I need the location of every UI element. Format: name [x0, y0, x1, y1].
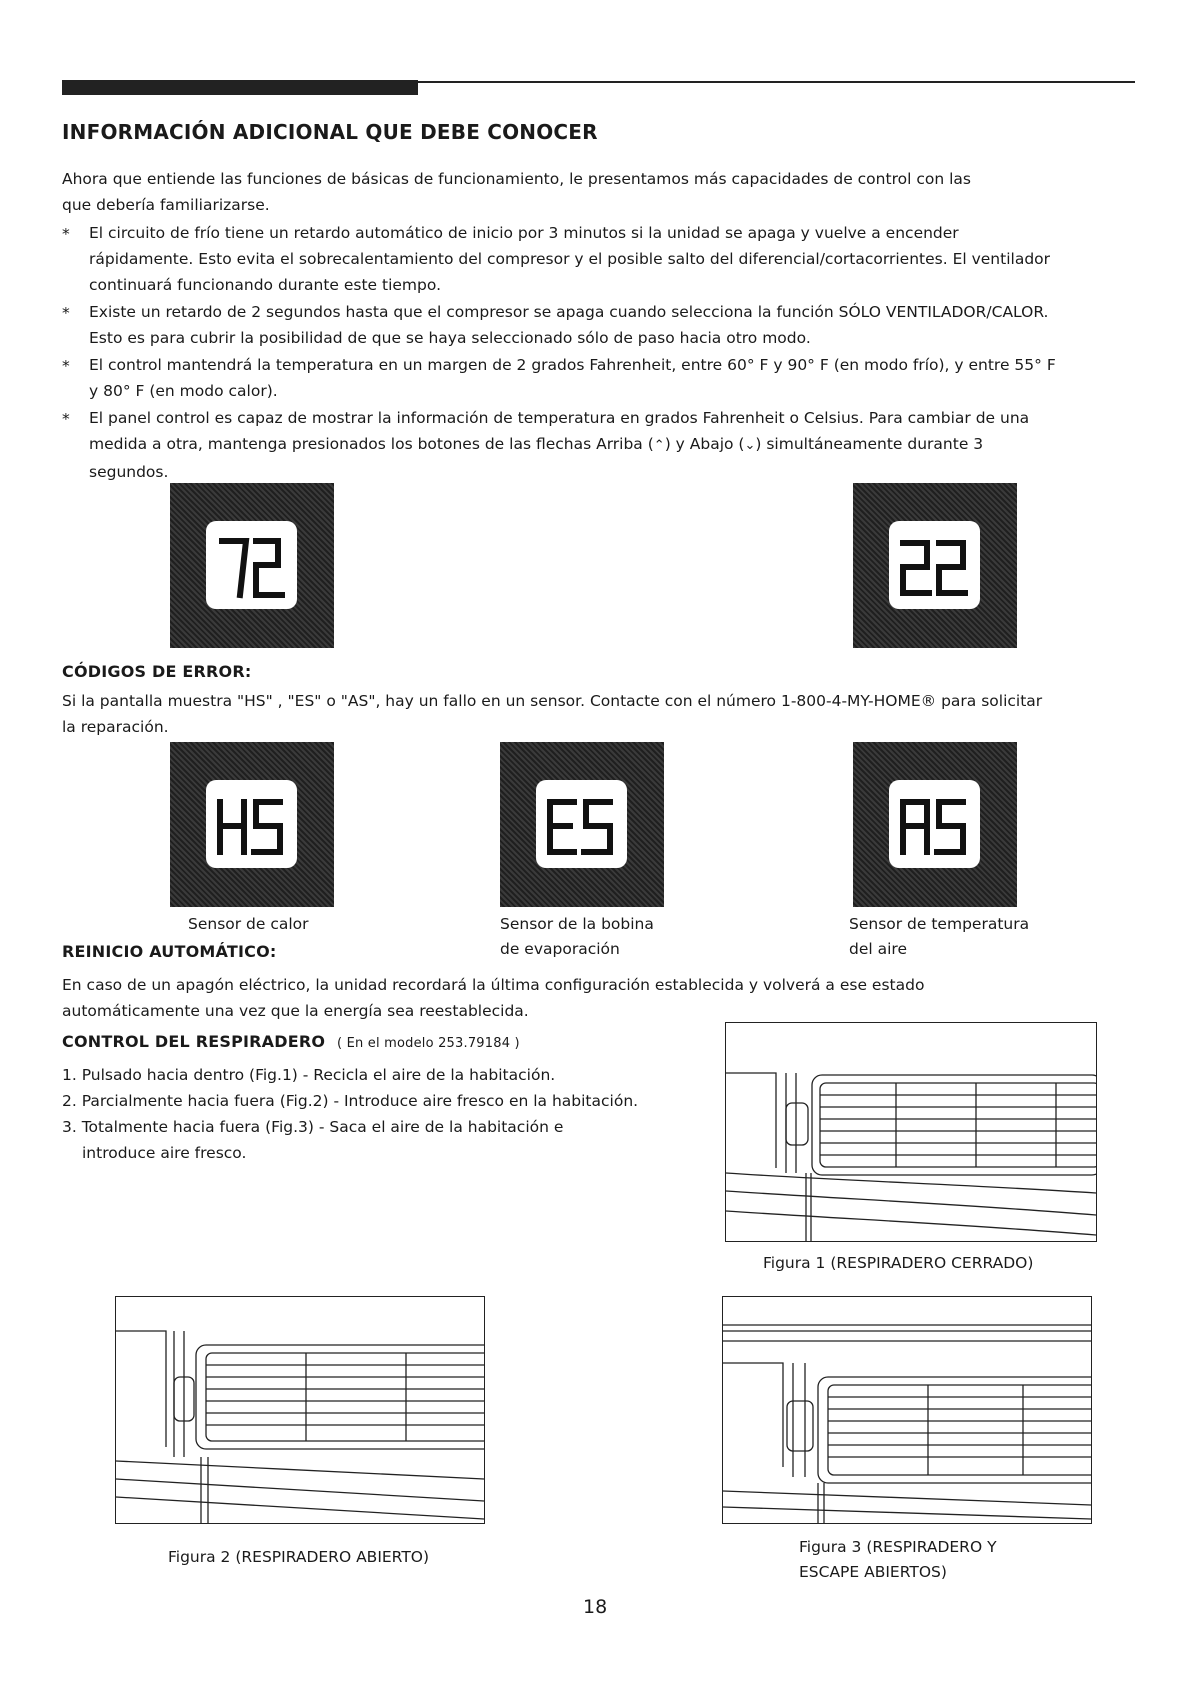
auto-restart-text: En caso de un apagón eléctrico, la unidad recordará la última configuración establecida y volverá a ese estado automáticamente una vez que la energía sea reestablecida. — [62, 976, 925, 1020]
display-as — [853, 742, 1017, 907]
list-item: 3. Totalmente hacia fuera (Fig.3) - Saca el aire de la habitación e — [62, 1118, 564, 1136]
vent-control-heading — [62, 1032, 520, 1051]
caption-as-line2: del aire — [849, 940, 907, 958]
figure-2-vent-open — [115, 1296, 485, 1524]
figure-1-caption: Figura 1 (RESPIRADERO CERRADO) — [763, 1254, 1034, 1272]
header-rule-thick — [62, 80, 418, 95]
error-codes-text: Si la pantalla muestra "HS" , "ES" o "AS", hay un fallo en un sensor. Contacte con el número 1-800-4-MY-HOME® para solicitar la reparación. — [62, 692, 1043, 736]
vent-control-title: CONTROL DEL RESPIRADERO — [62, 1032, 326, 1051]
bullet-text: ) y Abajo ( — [664, 435, 745, 453]
caption-as-line1: Sensor de temperatura — [849, 915, 1030, 933]
info-bullet-list — [62, 220, 1062, 486]
seven-segment-digits — [170, 742, 334, 907]
bullet-item: * Existe un retardo de 2 segundos hasta que el compresor se apaga cuando selecciona la función SÓLO VENTILADOR/CALOR. Esto es para cubrir la posibilidad de que se haya seleccionado sólo de paso hacia otro modo. — [62, 299, 1062, 351]
vent-illustration — [726, 1023, 1096, 1241]
seven-segment-digits — [170, 483, 334, 648]
seven-segment-digits — [500, 742, 664, 907]
caption-es-line2: de evaporación — [500, 940, 620, 958]
model-note: ( En el modelo 253.79184 ) — [336, 1036, 520, 1051]
bullet-item: * El control mantendrá la temperatura en un margen de 2 grados Fahrenheit, entre 60° F y 90° F (en modo frío), y entre 55° F y 80° F (en modo calor). — [62, 352, 1062, 404]
list-item: 1. Pulsado hacia dentro (Fig.1) - Recicla el aire de la habitación. — [62, 1066, 556, 1084]
up-arrow-icon: ⌃ — [653, 438, 665, 453]
list-item: introduce aire fresco. — [82, 1144, 247, 1162]
page-heading: INFORMACIÓN ADICIONAL QUE DEBE CONOCER — [62, 120, 598, 144]
figure-3-caption-line2: ESCAPE ABIERTOS) — [799, 1563, 947, 1581]
intro-paragraph: Ahora que entiende las funciones de básicas de funcionamiento, le presentamos más capacidades de control con las que debería familiarizarse. — [62, 170, 971, 214]
seven-segment-digits — [853, 483, 1017, 648]
bullet-item: * El circuito de frío tiene un retardo automático de inicio por 3 minutos si la unidad se apaga y vuelve a encender rápidamente. Esto evita el sobrecalentamiento del compresor y el posible salto del diferencial/cortacorrientes. El ventilador continuará funcionando durante este tiempo. — [62, 220, 1062, 298]
bullet-item — [62, 405, 1062, 485]
figure-2-caption: Figura 2 (RESPIRADERO ABIERTO) — [168, 1548, 430, 1566]
caption-hs: Sensor de calor — [188, 915, 309, 933]
vent-illustration — [116, 1297, 484, 1523]
caption-es-line1: Sensor de la bobina — [500, 915, 654, 933]
display-hs — [170, 742, 334, 907]
error-codes-heading: CÓDIGOS DE ERROR: — [62, 662, 252, 681]
display-fahrenheit — [170, 483, 334, 648]
figure-3-vent-exhaust-open — [722, 1296, 1092, 1524]
bullet-text: ) simultáneamente durante 3 segundos. — [89, 435, 984, 481]
page-number: 18 — [583, 1596, 608, 1618]
figure-1-vent-closed — [725, 1022, 1097, 1242]
vent-steps-list — [62, 1062, 692, 1166]
vent-illustration — [723, 1297, 1091, 1523]
figure-3-caption-line1: Figura 3 (RESPIRADERO Y — [799, 1538, 997, 1556]
display-celsius — [853, 483, 1017, 648]
bullet-text: El panel control es capaz de mostrar la información de temperatura en grados Fahrenheit o Celsius. Para cambiar de una medida a otra, mantenga presionados los botones de las flechas Arriba ( — [89, 409, 1030, 453]
down-arrow-icon: ⌄ — [744, 438, 756, 453]
auto-restart-heading: REINICIO AUTOMÁTICO: — [62, 942, 277, 961]
display-es — [500, 742, 664, 907]
seven-segment-digits — [853, 742, 1017, 907]
list-item: 2. Parcialmente hacia fuera (Fig.2) - Introduce aire fresco en la habitación. — [62, 1092, 639, 1110]
